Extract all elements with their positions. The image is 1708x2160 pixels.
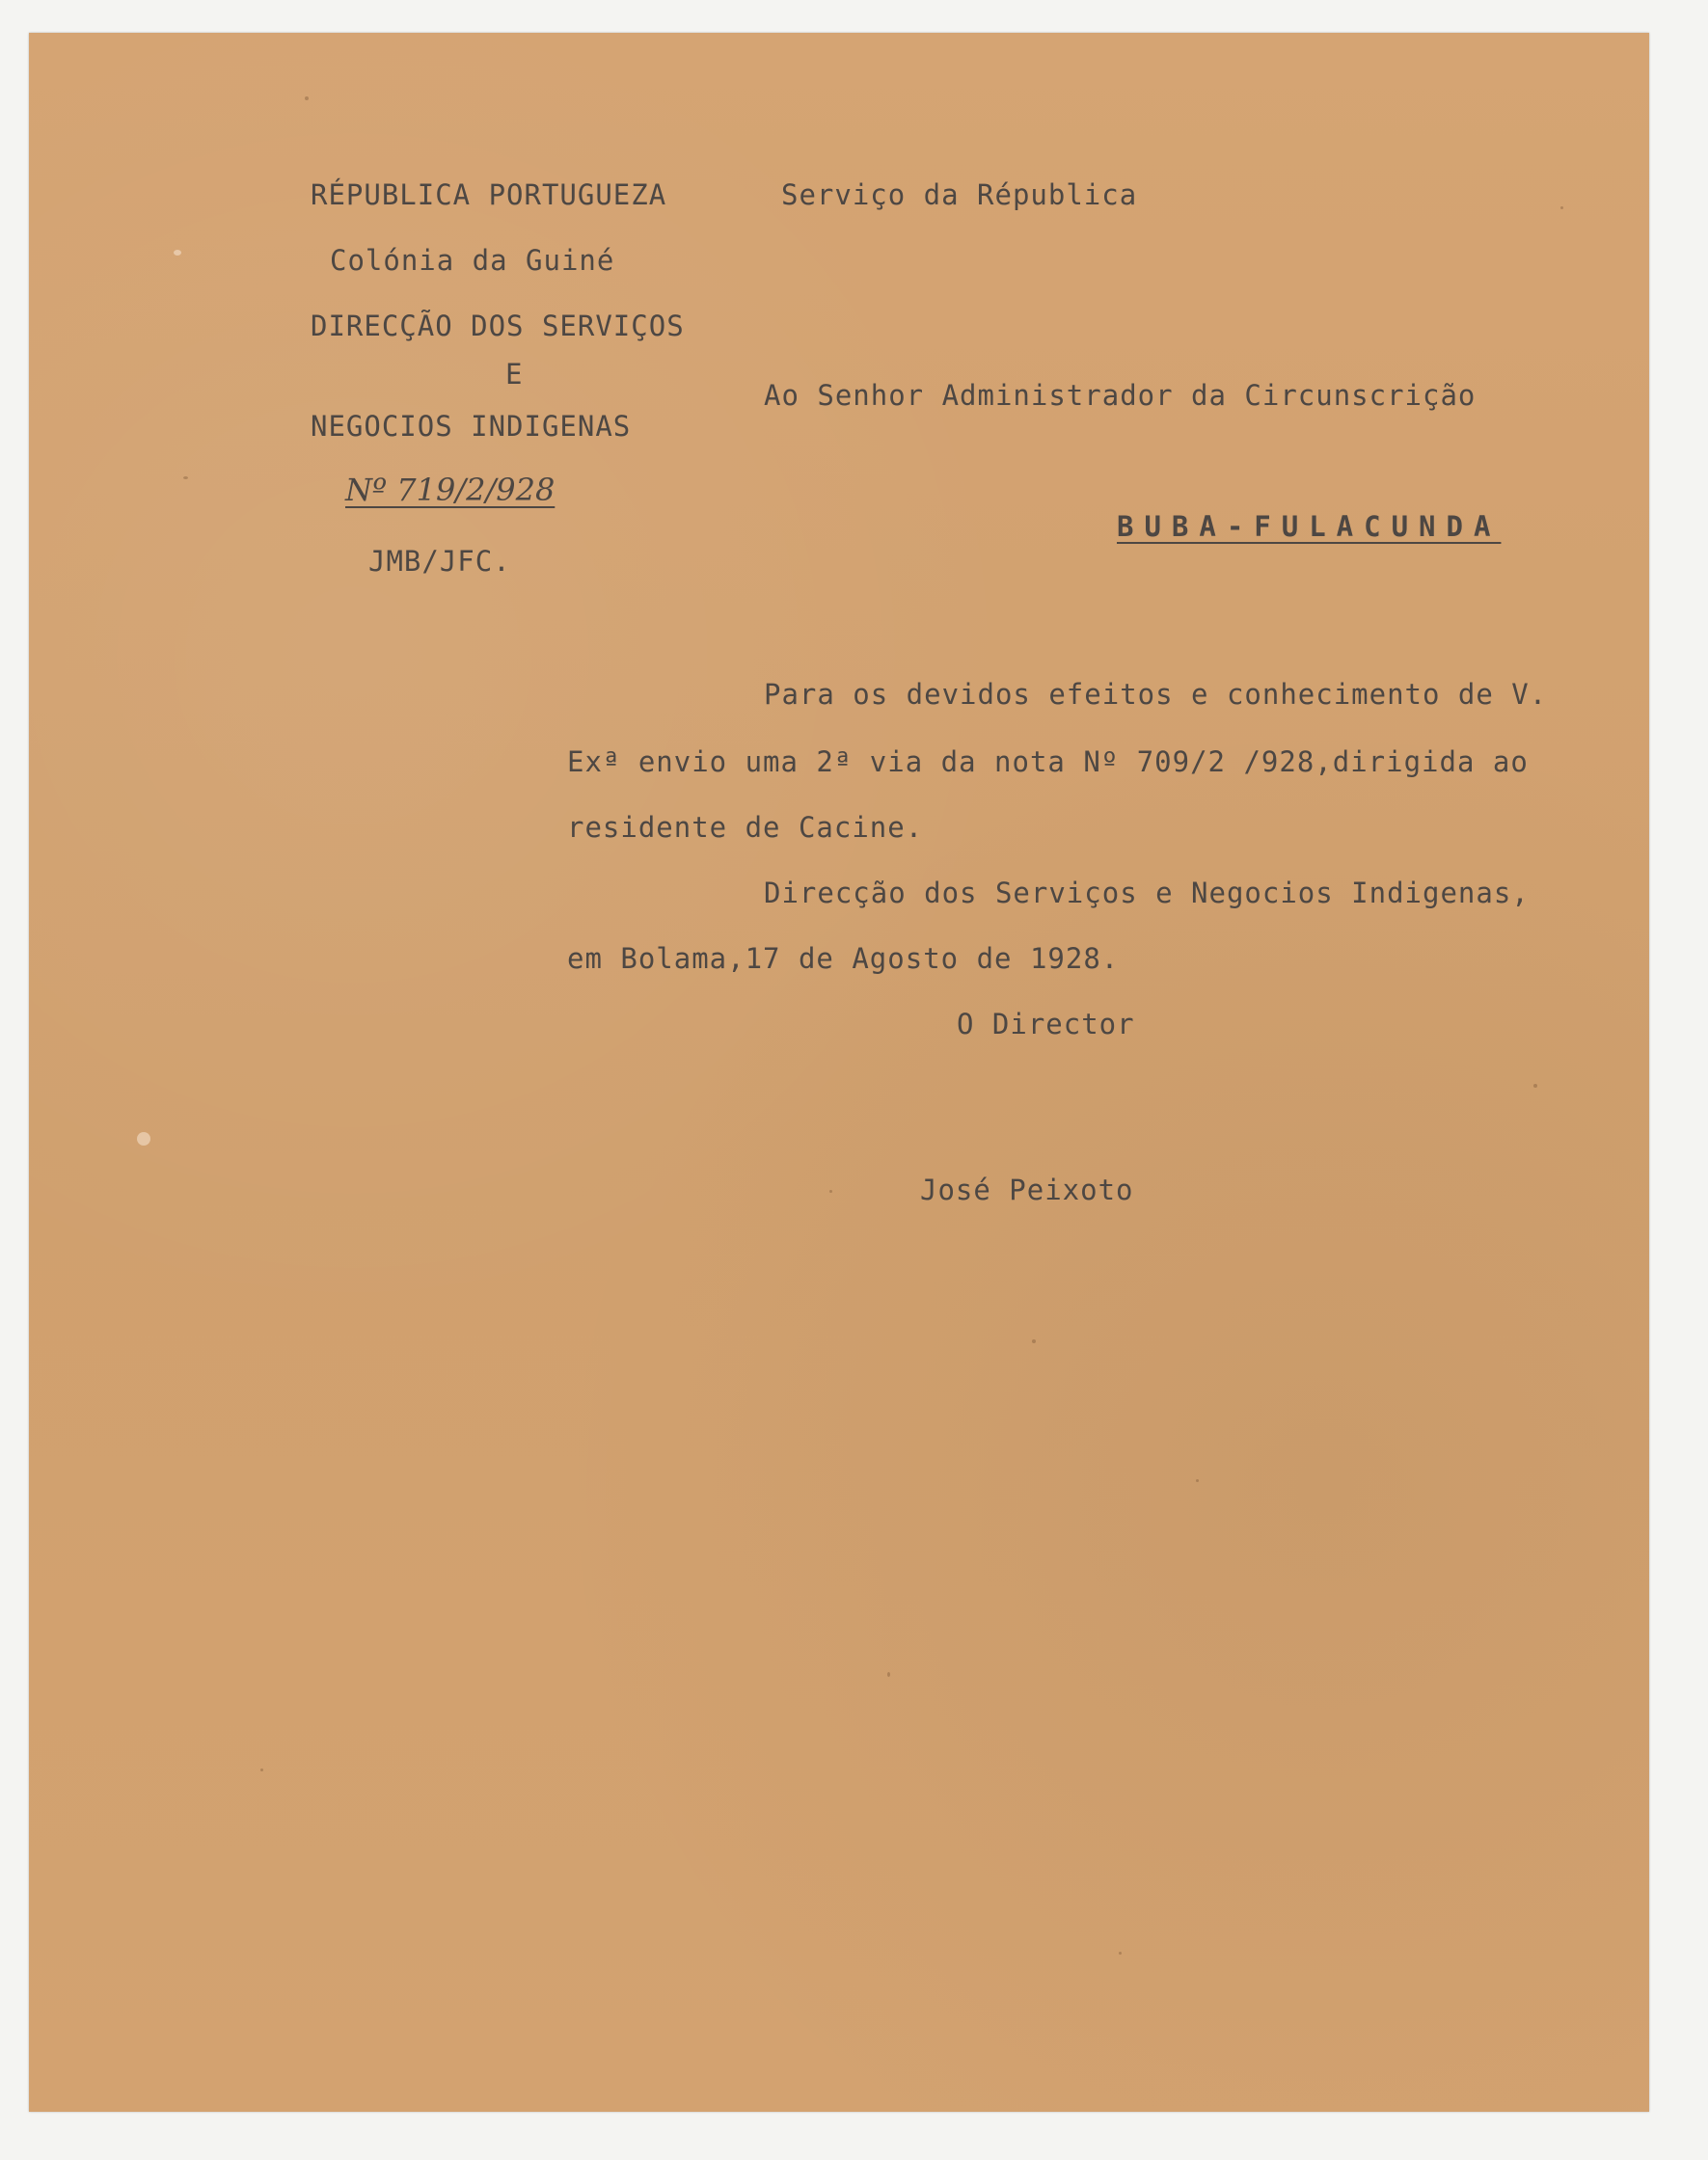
addressee-location: BUBA-FULACUNDA — [1117, 510, 1502, 543]
paper-speck — [137, 1132, 150, 1146]
paper-speck — [260, 1768, 263, 1771]
body-line-3: residente de Cacine. — [567, 811, 924, 844]
body-line-5: em Bolama,17 de Agosto de 1928. — [567, 942, 1120, 975]
letterhead-colony: Colónia da Guiné — [330, 244, 615, 277]
paper-speck — [1119, 1952, 1122, 1955]
paper-speck — [1560, 206, 1563, 209]
letterhead-initials: JMB/JFC. — [368, 545, 511, 578]
service-heading: Serviço da Républica — [781, 178, 1138, 211]
paper-speck — [174, 250, 181, 256]
letterhead-republic: RÉPUBLICA PORTUGUEZA — [311, 178, 667, 211]
paper-speck — [1196, 1479, 1199, 1482]
paper-speck — [305, 96, 309, 100]
document-page — [29, 33, 1649, 2112]
signature-title: O Director — [957, 1008, 1135, 1040]
paper-speck — [829, 1190, 832, 1193]
paper-speck — [1533, 1084, 1537, 1088]
body-line-2: Exª envio uma 2ª via da nota Nº 709/2 /928,dirigida ao — [567, 745, 1529, 778]
letterhead-direction-line1: DIRECÇÃO DOS SERVIÇOS — [311, 310, 685, 342]
reference-number: Nº 719/2/928 — [345, 472, 556, 508]
addressee-line: Ao Senhor Administrador da Circunscrição — [764, 379, 1477, 412]
signature-name: José Peixoto — [920, 1174, 1134, 1206]
letterhead-direction-line2: E — [505, 358, 524, 391]
paper-speck — [887, 1672, 890, 1677]
letterhead-direction-line3: NEGOCIOS INDIGENAS — [311, 410, 632, 443]
body-line-4: Direcção dos Serviços e Negocios Indigenas, — [764, 877, 1530, 909]
paper-speck — [183, 476, 188, 479]
body-line-1: Para os devidos efeitos e conhecimento de V. — [764, 678, 1548, 711]
paper-speck — [1032, 1339, 1036, 1343]
